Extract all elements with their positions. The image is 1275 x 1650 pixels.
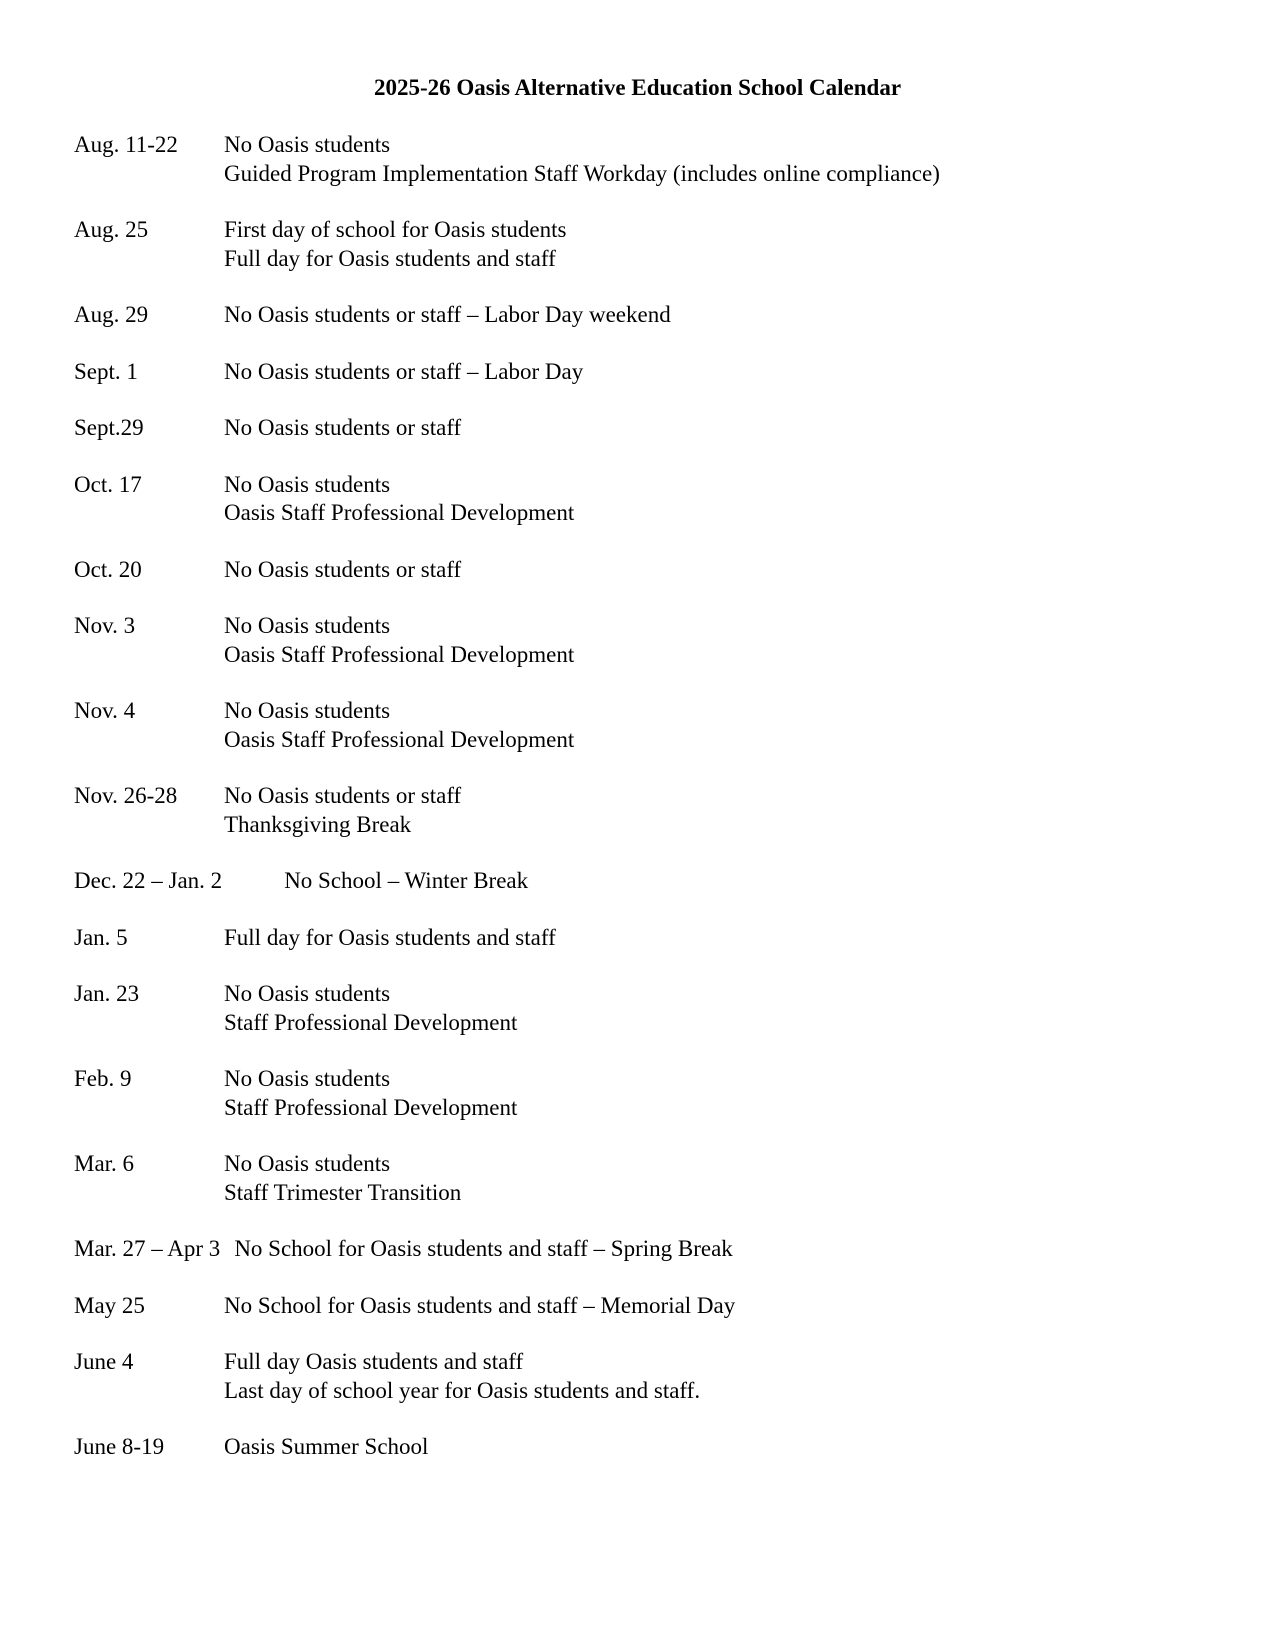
entry-line: No Oasis students [224,471,391,497]
calendar-entry [74,216,1224,273]
calendar-entry [74,782,1224,839]
entry-description [224,358,1224,387]
entry-line: Full day for Oasis students and staff [224,924,556,950]
entry-date: Oct. 20 [74,556,142,582]
entry-line: Oasis Staff Professional Development [224,641,575,667]
calendar-entry [74,301,1224,330]
entry-description: No School – Winter Break [284,868,529,893]
calendar-entry [74,697,1224,754]
entry-date: Nov. 3 [74,613,136,638]
entry-date: Mar. 6 [74,1151,135,1176]
entry-description: No School for Oasis students and staff – Spring Break [234,1236,733,1261]
calendar-entry [74,612,1224,669]
entry-line: No Oasis students or staff [224,415,462,440]
entry-description [224,1433,1224,1462]
entry-date: June 8-19 [74,1434,165,1459]
entry-line: No Oasis students or staff – Labor Day [224,358,584,384]
entry-description [224,697,1224,754]
calendar-entry [74,414,1224,443]
entry-description [224,612,1224,669]
entry-line: Full day Oasis students and staff [224,1349,524,1374]
calendar-entry [74,1065,1224,1122]
entry-date: May 25 [74,1292,145,1318]
entry-line: Last day of school year for Oasis students and staff. [224,1377,701,1403]
entry-description [224,471,1224,528]
entry-line: Thanksgiving Break [224,811,412,837]
calendar-entry [74,1235,1224,1264]
calendar-entry [74,1150,1224,1207]
entry-description [224,1065,1224,1122]
entry-line: Oasis Staff Professional Development [224,726,575,752]
entry-date: Aug. 25 [74,217,149,242]
entry-date: Aug. 11-22 [74,132,178,157]
entry-description [224,216,1224,273]
calendar-entry [74,924,1224,953]
entry-description [224,556,1224,585]
calendar-entry [74,556,1224,585]
calendar-entry [74,867,1224,896]
entry-line: No Oasis students [224,132,391,157]
entry-date: Jan. 23 [74,981,140,1006]
calendar-entry [74,980,1224,1037]
entry-date: Sept.29 [74,415,144,440]
entry-description [224,980,1224,1037]
entry-line: No Oasis students [224,698,391,723]
entry-description [224,924,1224,953]
entry-date: Aug. 29 [74,302,149,327]
entry-description [224,1292,1224,1321]
calendar-entry [74,358,1224,387]
entry-line: Full day for Oasis students and staff [224,245,556,271]
entry-line: No School for Oasis students and staff – Memorial Day [224,1292,736,1318]
entry-line: Staff Trimester Transition [224,1179,462,1205]
calendar-entry [74,1292,1224,1321]
entry-date: Feb. 9 [74,1066,132,1091]
entry-line: Staff Professional Development [224,1094,518,1120]
entry-line: No Oasis students or staff [224,556,462,582]
entry-date: Jan. 5 [74,924,128,950]
entry-date: June 4 [74,1349,134,1374]
entry-line: Oasis Summer School [224,1434,429,1459]
calendar-entry [74,1348,1224,1405]
entry-date: Dec. 22 – Jan. 2 [74,868,223,893]
entry-line: Staff Professional Development [224,1009,518,1035]
entry-description [224,131,1224,188]
entry-line: No Oasis students [224,981,391,1006]
entry-description [224,414,1224,443]
entry-date: Sept. 1 [74,358,138,384]
entry-line: Guided Program Implementation Staff Workday (includes online compliance) [224,160,940,186]
entry-line: No Oasis students [224,613,391,638]
entry-date: Nov. 4 [74,698,136,723]
entry-date: Oct. 17 [74,471,142,497]
entry-date: Nov. 26-28 [74,783,178,808]
calendar-entries [74,131,1224,1490]
entry-line: No Oasis students [224,1151,391,1176]
entry-line: No Oasis students or staff – Labor Day weekend [224,302,671,327]
entry-line: First day of school for Oasis students [224,217,567,242]
entry-line: No Oasis students or staff [224,783,462,808]
entry-description [224,782,1224,839]
calendar-entry [74,131,1224,188]
entry-line: No Oasis students [224,1066,391,1091]
entry-description [224,1348,1224,1405]
page-title: 2025-26 Oasis Alternative Education School Calendar [373,75,902,100]
entry-line: Oasis Staff Professional Development [224,500,575,525]
entry-description [224,301,1224,330]
entry-description [224,1150,1224,1207]
calendar-entry [74,471,1224,528]
calendar-entry [74,1433,1224,1462]
entry-date: Mar. 27 – Apr 3 [74,1236,221,1261]
